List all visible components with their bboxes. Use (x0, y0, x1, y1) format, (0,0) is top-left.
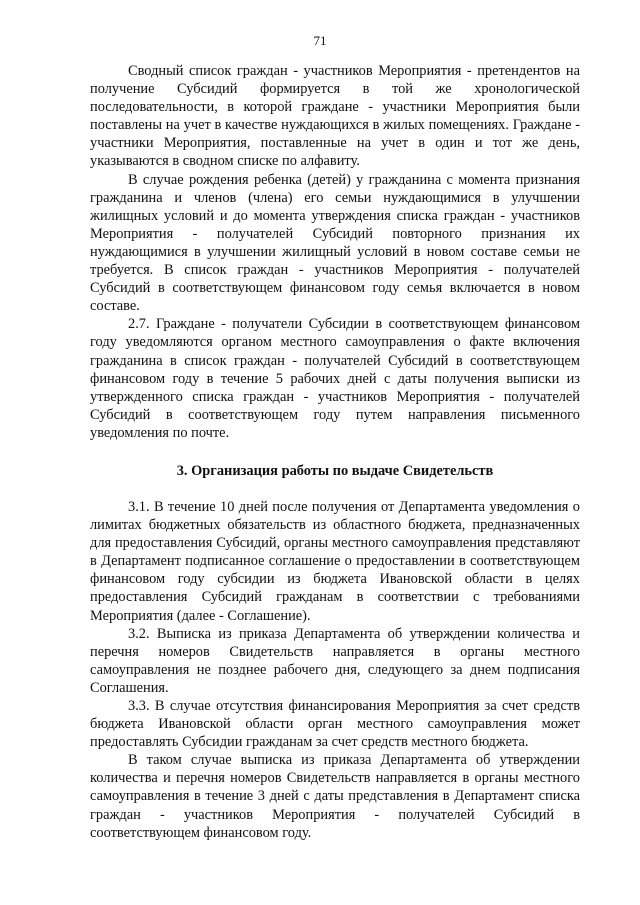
section-heading: 3. Организация работы по выдаче Свидетельств (176, 462, 494, 479)
paragraph: Сводный список граждан - участников Мероприятия - претендентов на получение Субсидий формируется в той же хронологической последовательности, в которой граждане - участники Мероприятия были поставлены на учет в качестве нуждающихся в жилых помещениях. Граждане - участники Мероприятия, поставленные на учет в один и тот же день, указываются в сводном списке по алфавиту. (90, 63, 580, 170)
paragraph: 3.3. В случае отсутствия финансирования Мероприятия за счет средств бюджета Ивановской области орган местного самоуправления может предоставлять Субсидии гражданам за счет средств местного бюджета. (90, 698, 580, 751)
page-number: 71 (313, 33, 327, 48)
paragraph: В таком случае выписка из приказа Департамента об утверждении количества и перечня номеров Свидетельств направляется в органы местного самоуправления в течение 3 дней с даты представления в Департамент списка граждан - участников Мероприятия - получателей Субсидий в соответствующем финансовом году. (90, 752, 580, 841)
document-body (90, 62, 580, 842)
paragraph: 2.7. Граждане - получатели Субсидии в соответствующем финансовом году уведомляются органом местного самоуправления о факте включения гражданина в список граждан - получателей Субсидий в соответствующем финансовом году в течение 5 рабочих дней с даты получения выписки из утвержденного списка граждан - участников Мероприятия - получателей Субсидий в соответствующем году путем направления письменного уведомления по почте. (90, 316, 580, 441)
paragraph: 3.2. Выписка из приказа Департамента об утверждении количества и перечня номеров Свидетельств направляется в органы местного самоуправления не позднее рабочего дня, следующего за днем подписания Соглашения. (90, 625, 580, 696)
paragraph: В случае рождения ребенка (детей) у гражданина с момента признания гражданина и членов (члена) его семьи нуждающимися в улучшении жилищных условий и до момента утверждения списка граждан - участников Мероприятия - получателей Субсидий повторного признания их нуждающимися в улучшении жилищный условий в новом составе семьи не требуется. В список граждан - участников Мероприятия - получателей Субсидий в соответствующем финансовом году семья включается в новом составе. (90, 171, 580, 315)
paragraph: 3.1. В течение 10 дней после получения от Департамента уведомления о лимитах бюджетных обязательств из областного бюджета, предназначенных для предоставления Субсидий, органы местного самоуправления представляют в Департамент подписанное соглашение о предоставлении в соответствующем финансовом году субсидии из бюджета Ивановской области в целях предоставления Субсидий гражданам в соответствии с требованиями Мероприятия (далее - Соглашение). (90, 498, 580, 624)
